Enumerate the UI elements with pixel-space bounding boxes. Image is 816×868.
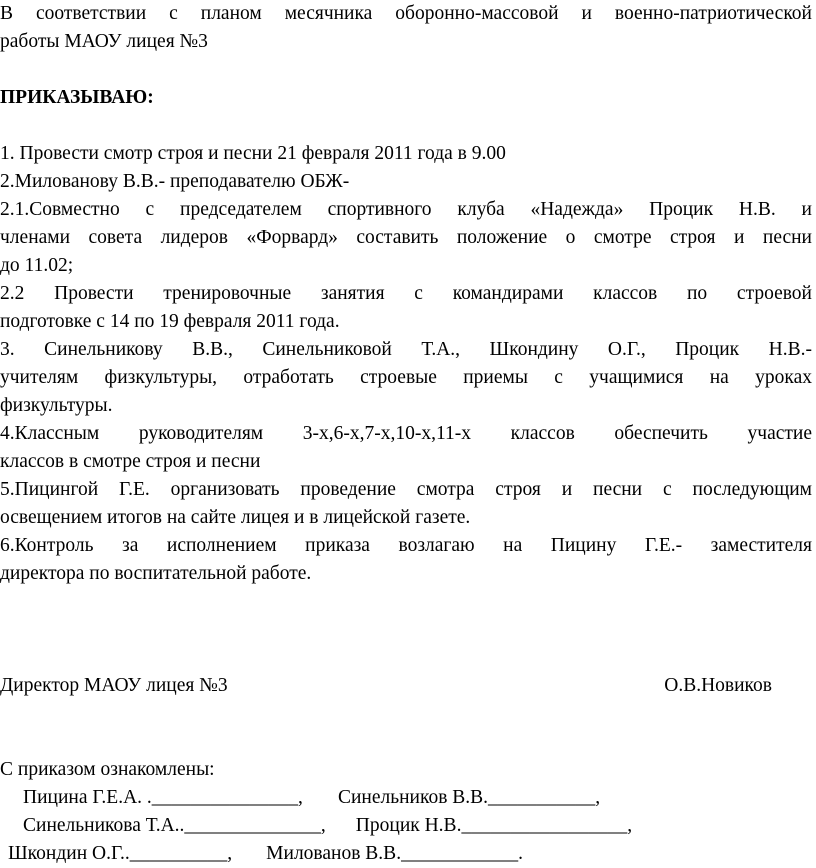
acquainted-row	[0, 840, 816, 868]
acquainted-row	[0, 812, 816, 840]
order-item-2-2	[0, 280, 816, 336]
order-item-line: 1. Провести смотр строя и песни 21 февраля 2011 года в 9.00	[0, 143, 506, 164]
order-item-6	[0, 532, 816, 588]
acquainted-row	[0, 784, 816, 812]
intro-line: работы МАОУ лицея №3	[0, 31, 208, 52]
acquainted-signature: Синельников В.В.___________,	[337, 787, 601, 808]
order-item-3	[0, 336, 816, 420]
order-item-line: директора по воспитательной работе.	[0, 563, 312, 584]
order-item-line: 2.1.Совместно с председателем спортивного клуба «Надежда» Процик Н.В. и	[0, 199, 812, 220]
order-item-line: 2.2 Провести тренировочные занятия с командирами классов по строевой	[0, 283, 812, 304]
order-item-line: до 11.02;	[0, 255, 74, 276]
order-item-line: 6.Контроль за исполнением приказа возлагаю на Пицину Г.Е.- заместителя	[0, 535, 812, 556]
spacer	[0, 56, 816, 84]
order-item-line: 5.Пицингой Г.Е. организовать проведение смотра строя и песни с последующим	[0, 479, 812, 500]
order-item-line: учителям физкультуры, отработать строевые приемы с учащимися на уроках	[0, 367, 812, 388]
order-item-line: подготовке с 14 по 19 февраля 2011 года.	[0, 311, 340, 332]
acquainted-signature: Пицина Г.Е.А. ._______________,	[23, 787, 303, 808]
acquainted-signature: Процик Н.В._________________,	[355, 815, 633, 836]
acquainted-signature: Милованов В.В.____________.	[266, 843, 523, 864]
acquainted-signature: Шкондин О.Г..__________,	[8, 843, 233, 864]
order-item-line: освещением итогов на сайте лицея и в лицейской газете.	[0, 507, 471, 528]
order-item-2-1	[0, 196, 816, 280]
acquainted-heading: С приказом ознакомлены:	[0, 759, 215, 780]
director-signature	[0, 672, 816, 700]
order-item-4	[0, 420, 816, 476]
order-item-line: физкультуры.	[0, 395, 113, 416]
intro-line: В соответствии с планом месячника оборонно-массовой и военно-патриотической	[0, 3, 812, 24]
order-item-5	[0, 476, 816, 532]
acquainted-signature: Синельникова Т.А..______________,	[23, 815, 326, 836]
order-item-line: 2.Милованову В.В.- преподавателю ОБЖ-	[0, 171, 350, 192]
spacer	[0, 700, 816, 756]
order-item-1	[0, 140, 816, 168]
intro-paragraph	[0, 0, 816, 56]
director-position: Директор МАОУ лицея №3	[0, 675, 228, 696]
order-item-line: 4.Классным руководителям 3-х,6-х,7-х,10-х,11-х классов обеспечить участие	[0, 423, 812, 444]
order-item-2	[0, 168, 816, 196]
order-item-line: классов в смотре строя и песни	[0, 451, 261, 472]
order-item-line: членами совета лидеров «Форвард» составить положение о смотре строя и песни	[0, 227, 812, 248]
spacer	[0, 588, 816, 672]
director-name: О.В.Новиков	[664, 675, 772, 696]
order-heading: ПРИКАЗЫВАЮ:	[0, 87, 154, 108]
order-item-line: 3. Синельникову В.В., Синельниковой Т.А., Шкондину О.Г., Процик Н.В.-	[0, 339, 812, 360]
spacer	[0, 112, 816, 140]
